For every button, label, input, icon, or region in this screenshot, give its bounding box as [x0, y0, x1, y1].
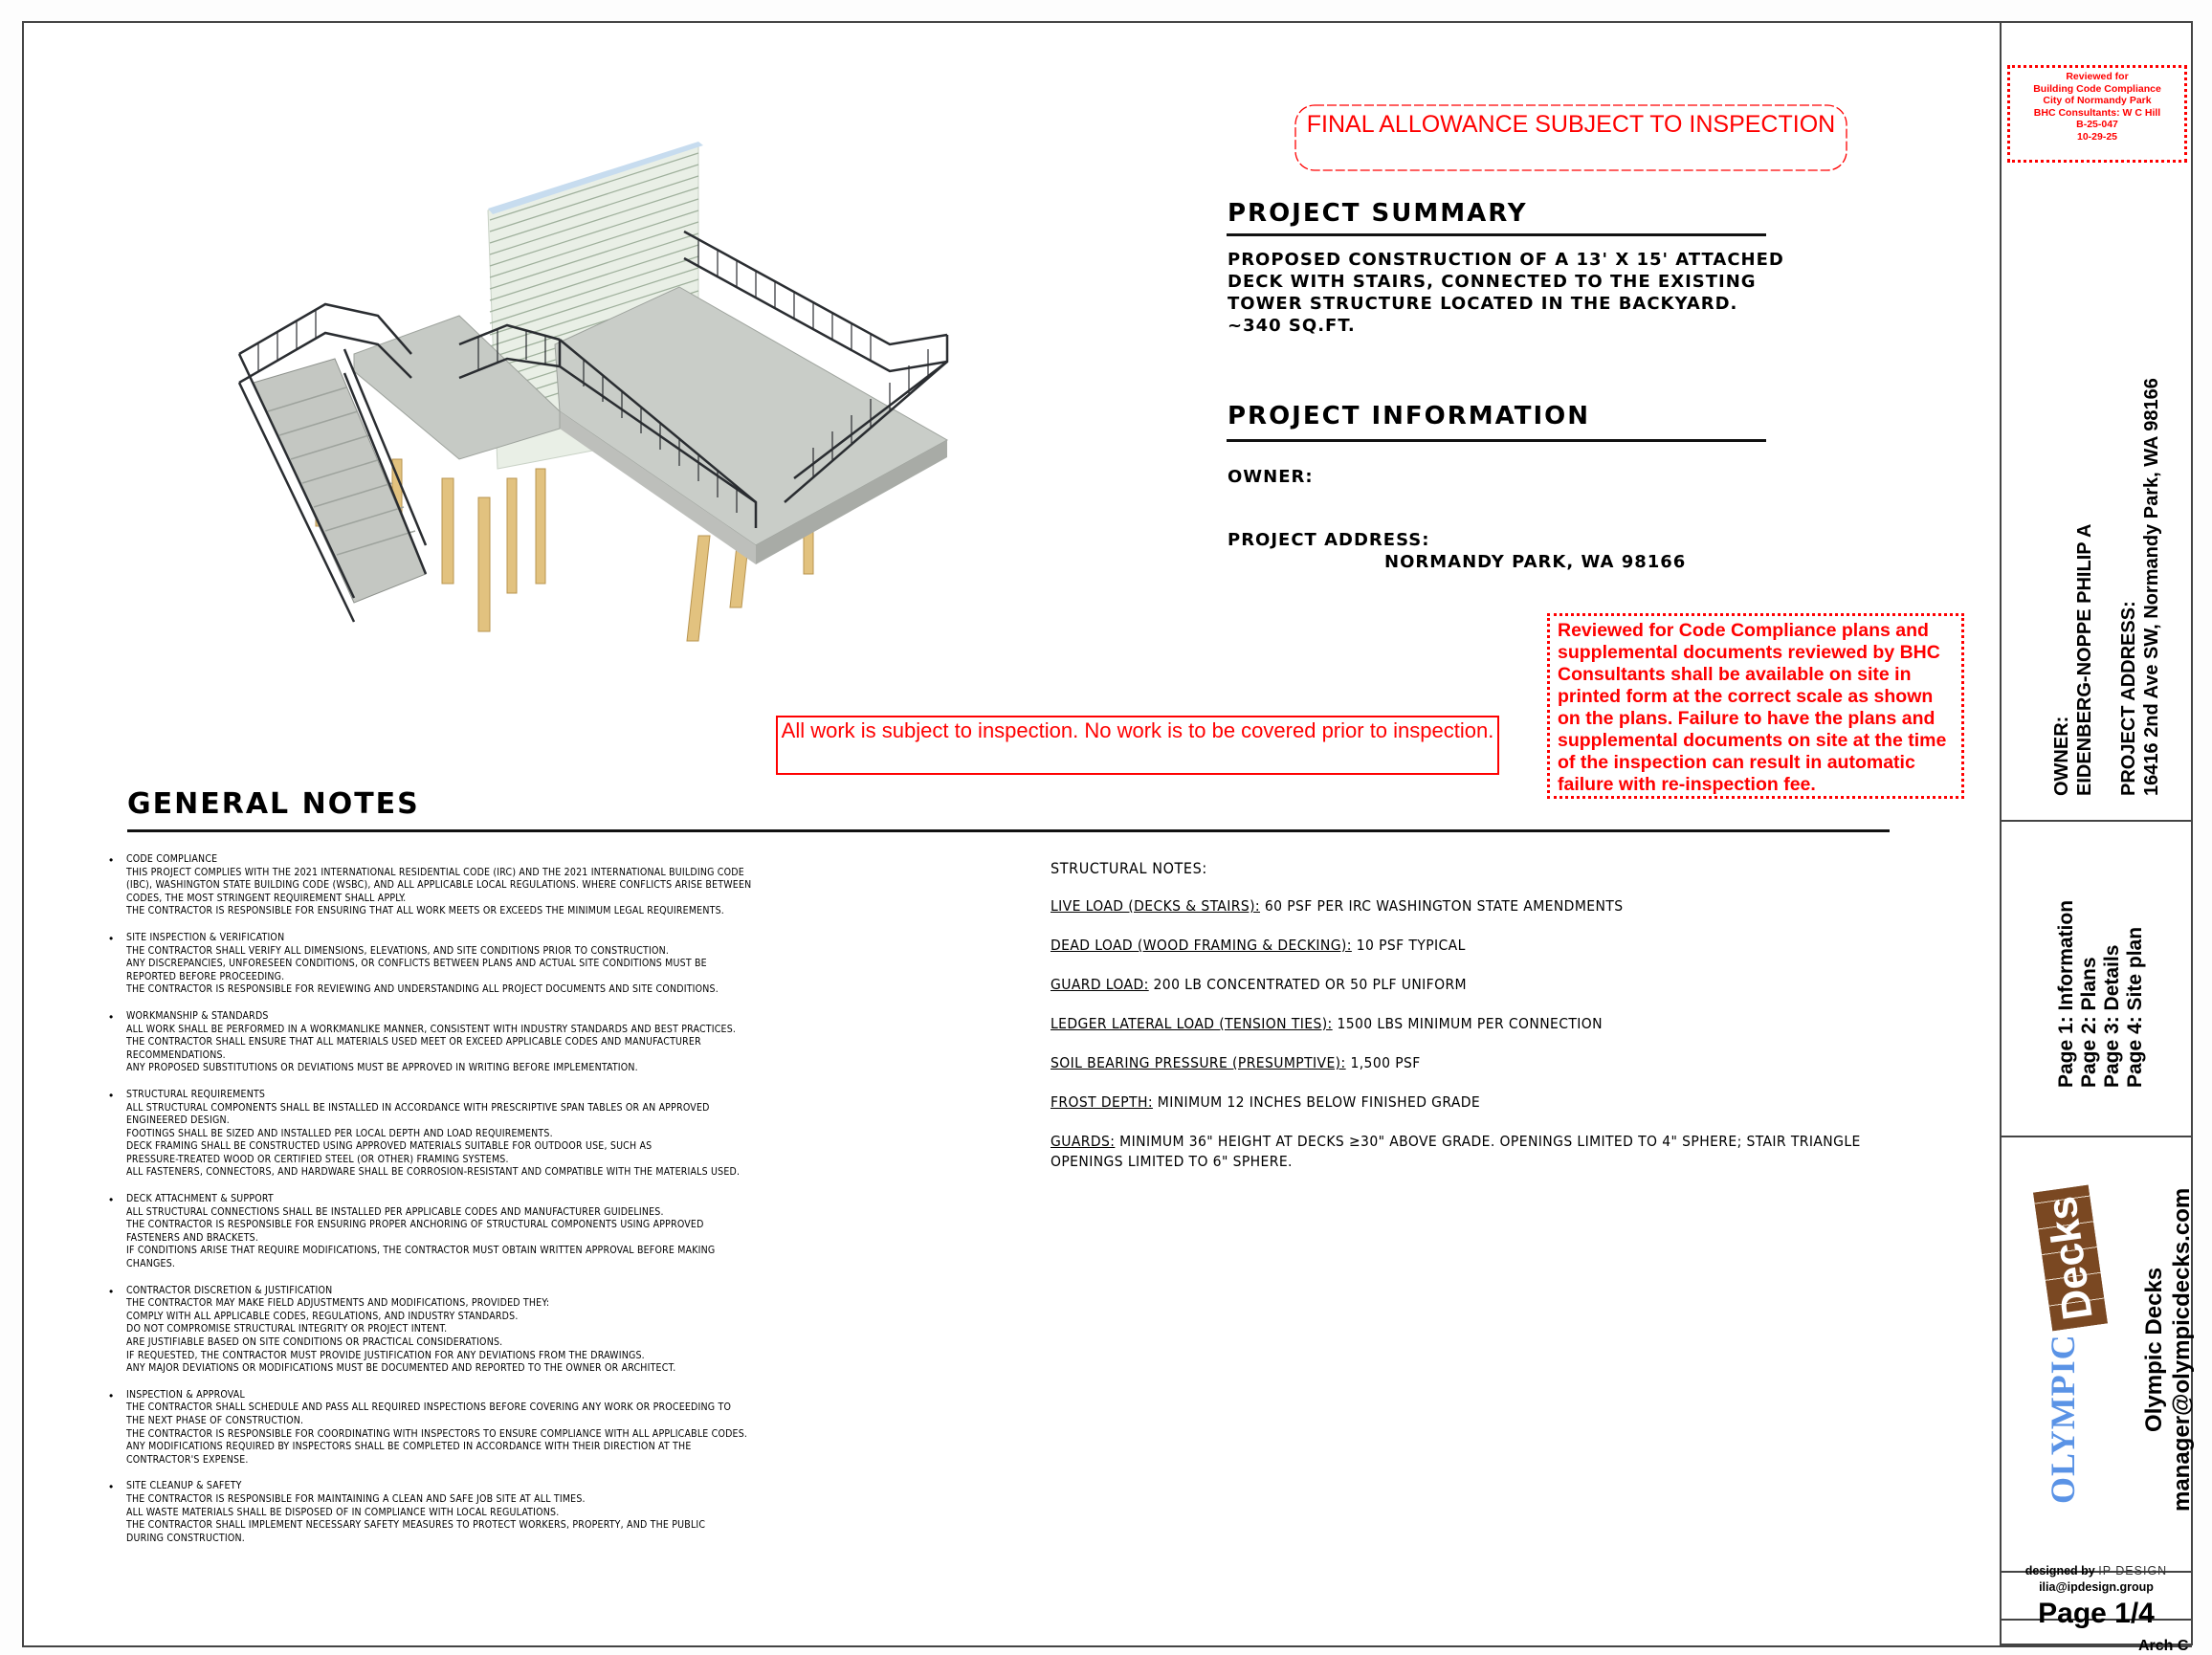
general-note-item	[107, 1480, 892, 1545]
general-note-line: RECOMMENDATIONS.	[126, 1048, 226, 1061]
general-note-line: CONTRACTOR'S EXPENSE.	[126, 1453, 249, 1466]
bullet-icon: •	[109, 931, 114, 945]
final-allowance-note: FINAL ALLOWANCE SUBJECT TO INSPECTION	[1306, 111, 1836, 138]
structural-note-value: 60 PSF PER IRC WASHINGTON STATE AMENDMENTS	[1260, 897, 1624, 915]
project-summary-body	[1228, 249, 1802, 337]
stamp-line: Reviewed for	[2066, 71, 2129, 82]
structural-note-label: SOIL BEARING PRESSURE (PRESUMPTIVE):	[1051, 1054, 1346, 1071]
structural-note-row	[1051, 975, 1912, 995]
general-note-line: IF CONDITIONS ARISE THAT REQUIRE MODIFICATIONS, THE CONTRACTOR MUST OBTAIN WRITTEN APPROVAL BEFORE MAKING	[126, 1245, 716, 1257]
general-note-item	[107, 1089, 892, 1180]
general-note-item	[107, 1285, 892, 1376]
bullet-icon: •	[109, 1284, 114, 1298]
project-summary-rule	[1227, 233, 1766, 236]
general-note-line: THE CONTRACTOR IS RESPONSIBLE FOR REVIEWING AND UNDERSTANDING ALL PROJECT DOCUMENTS AND SITE CONDITIONS.	[126, 983, 719, 996]
general-note-item	[107, 1193, 892, 1271]
structural-note-value: 1500 LBS MINIMUM PER CONNECTION	[1332, 1015, 1604, 1032]
general-note-heading: INSPECTION & APPROVAL	[126, 1388, 245, 1401]
owner-label: OWNER:	[1228, 467, 1314, 487]
general-note-line: THE CONTRACTOR MAY MAKE FIELD ADJUSTMENTS AND MODIFICATIONS, PROVIDED THEY:	[126, 1297, 550, 1310]
page-index-item: Page 3: Details	[2101, 944, 2123, 1088]
bullet-icon: •	[109, 1193, 114, 1207]
tb-owner-name: EIDENBERG-NOPPE PHILIP A	[2074, 523, 2095, 796]
project-summary-title: PROJECT SUMMARY	[1228, 199, 1528, 228]
structural-note-label: LIVE LOAD (DECKS & STAIRS):	[1051, 897, 1261, 915]
review-stamp	[2007, 65, 2187, 163]
structural-note-label: GUARD LOAD:	[1051, 976, 1149, 993]
general-note-heading: SITE CLEANUP & SAFETY	[126, 1480, 242, 1492]
structural-note-value: MINIMUM 36" HEIGHT AT DECKS ≥30" ABOVE GRADE. OPENINGS LIMITED TO 4" SPHERE; STAIR TRIANGLE OPENINGS LIMITED TO 6" SPHERE.	[1051, 1133, 1861, 1170]
general-note-line: COMPLY WITH ALL APPLICABLE CODES, REGULATIONS, AND INDUSTRY STANDARDS.	[126, 1310, 519, 1322]
bullet-icon: •	[109, 1088, 114, 1102]
general-note-line: ANY PROPOSED SUBSTITUTIONS OR DEVIATIONS MUST BE APPROVED IN WRITING BEFORE IMPLEMENTATION.	[126, 1062, 638, 1074]
structural-note-value: 1,500 PSF	[1345, 1054, 1421, 1071]
general-note-line: (IBC), WASHINGTON STATE BUILDING CODE (WSBC), AND ALL APPLICABLE LOCAL REGULATIONS. WHERE CONFLICTS ARISE BETWEEN	[126, 879, 752, 892]
project-information-rule	[1227, 439, 1766, 442]
company-name: Olympic Decks	[2141, 1267, 2167, 1432]
structural-note-value: MINIMUM 12 INCHES BELOW FINISHED GRADE	[1152, 1093, 1481, 1111]
company-email: manager@olympicdecks.com	[2169, 1187, 2195, 1512]
general-note-line: ALL WASTE MATERIALS SHALL BE DISPOSED OF IN COMPLIANCE WITH LOCAL REGULATIONS.	[126, 1506, 560, 1518]
summary-line: DECK WITH STAIRS, CONNECTED TO THE EXISTING	[1228, 272, 1757, 292]
page-index-item: Page 4: Site plan	[2124, 926, 2146, 1088]
structural-note-label: FROST DEPTH:	[1051, 1093, 1153, 1111]
general-note-line: ANY MODIFICATIONS REQUIRED BY INSPECTORS SHALL BE COMPLETED IN ACCORDANCE WITH THEIR DIRECTION AT THE	[126, 1441, 692, 1453]
structural-note-value: 10 PSF TYPICAL	[1351, 937, 1466, 954]
general-note-line: FASTENERS AND BRACKETS.	[126, 1231, 259, 1244]
general-notes-list	[107, 853, 892, 1558]
stamp-line: City of Normandy Park	[2043, 95, 2152, 106]
stamp-line: 10-29-25	[2076, 130, 2118, 143]
project-address-value: NORMANDY PARK, WA 98166	[1384, 552, 1687, 572]
general-note-line: ALL WORK SHALL BE PERFORMED IN A WORKMANLIKE MANNER, CONSISTENT WITH INDUSTRY STANDARDS AND BEST PRACTICES.	[126, 1023, 737, 1035]
general-note-line: IF REQUESTED, THE CONTRACTOR MUST PROVIDE JUSTIFICATION FOR ANY DEVIATIONS FROM THE DRAWINGS.	[126, 1349, 645, 1361]
general-note-line: ALL STRUCTURAL COMPONENTS SHALL BE INSTALLED IN ACCORDANCE WITH PRESCRIPTIVE SPAN TABLES OR AN APPROVED	[126, 1101, 710, 1114]
bullet-icon: •	[109, 1480, 114, 1494]
tb-address-block	[2117, 378, 2163, 796]
general-note-line: CHANGES.	[126, 1258, 176, 1270]
ip-design-logo: IP DESIGN	[2098, 1564, 2168, 1578]
structural-note-row	[1051, 1092, 1912, 1113]
general-note-line: THIS PROJECT COMPLIES WITH THE 2021 INTERNATIONAL RESIDENTIAL CODE (IRC) AND THE 2021 INTERNATIONAL BUILDING CODE	[126, 866, 744, 878]
general-note-line: THE NEXT PHASE OF CONSTRUCTION.	[126, 1414, 304, 1426]
tb-page-index	[2055, 900, 2147, 1088]
general-note-heading: STRUCTURAL REQUIREMENTS	[126, 1088, 266, 1100]
structural-note-label: GUARDS:	[1051, 1133, 1116, 1150]
general-note-heading: CONTRACTOR DISCRETION & JUSTIFICATION	[126, 1284, 333, 1296]
bullet-icon: •	[109, 853, 114, 867]
general-note-line: THE CONTRACTOR IS RESPONSIBLE FOR MAINTAINING A CLEAN AND SAFE JOB SITE AT ALL TIMES.	[126, 1492, 586, 1505]
stamp-line: B-25-047	[2076, 119, 2118, 130]
summary-line: ~340 SQ.FT.	[1228, 316, 1356, 336]
structural-note-row	[1051, 1053, 1912, 1073]
project-address-label: PROJECT ADDRESS:	[1228, 530, 1430, 550]
general-note-item	[107, 932, 892, 997]
tb-owner-label: OWNER:	[2051, 716, 2072, 796]
general-note-line: ALL STRUCTURAL CONNECTIONS SHALL BE INSTALLED PER APPLICABLE CODES AND MANUFACTURER GUIDELINES.	[126, 1205, 664, 1218]
inspection-note-box: All work is subject to inspection. No work is to be covered prior to inspection.	[776, 716, 1499, 775]
bullet-icon: •	[109, 1009, 114, 1024]
general-note-line: THE CONTRACTOR SHALL SCHEDULE AND PASS ALL REQUIRED INSPECTIONS BEFORE COVERING ANY WORK OR PROCEEDING TO	[126, 1401, 732, 1414]
general-note-line: ENGINEERED DESIGN.	[126, 1114, 230, 1127]
general-note-line: DECK FRAMING SHALL BE CONSTRUCTED USING APPROVED MATERIALS SUITABLE FOR OUTDOOR USE, SUCH AS	[126, 1140, 653, 1153]
general-note-line: CODES, THE MOST STRINGENT REQUIREMENT SHALL APPLY.	[126, 892, 407, 904]
general-note-item	[107, 1389, 892, 1467]
designer-email: ilia@ipdesign.group	[2039, 1580, 2154, 1594]
structural-notes	[1051, 859, 1912, 1191]
general-note-line: THE CONTRACTOR SHALL IMPLEMENT NECESSARY SAFETY MEASURES TO PROTECT WORKERS, PROPERTY, AND THE PUBLIC	[126, 1519, 706, 1532]
general-notes-rule	[127, 829, 1890, 832]
structural-note-label: DEAD LOAD (WOOD FRAMING & DECKING):	[1051, 937, 1352, 954]
structural-note-row	[1051, 936, 1912, 956]
general-note-heading: SITE INSPECTION & VERIFICATION	[126, 931, 285, 943]
tb-address-label: PROJECT ADDRESS:	[2118, 601, 2139, 796]
general-note-heading: CODE COMPLIANCE	[126, 853, 218, 865]
structural-note-row	[1051, 1132, 1912, 1172]
stamp-line: Building Code Compliance	[2033, 82, 2161, 95]
structural-note-label: LEDGER LATERAL LOAD (TENSION TIES):	[1051, 1015, 1333, 1032]
tb-address-value: 16416 2nd Ave SW, Normandy Park, WA 98166	[2141, 378, 2162, 796]
structural-notes-title: STRUCTURAL NOTES:	[1051, 859, 1207, 877]
general-note-line: PRESSURE-TREATED WOOD OR CERTIFIED STEEL (OR OTHER) FRAMING SYSTEMS.	[126, 1153, 509, 1165]
general-note-heading: WORKMANSHIP & STANDARDS	[126, 1009, 269, 1022]
general-note-line: FOOTINGS SHALL BE SIZED AND INSTALLED PER LOCAL DEPTH AND LOAD REQUIREMENTS.	[126, 1127, 553, 1139]
general-notes-title: GENERAL NOTES	[127, 787, 420, 821]
deck-3d-render	[220, 124, 976, 651]
general-note-item	[107, 1010, 892, 1075]
general-note-line: THE CONTRACTOR SHALL VERIFY ALL DIMENSIONS, ELEVATIONS, AND SITE CONDITIONS PRIOR TO CONSTRUCTION.	[126, 944, 670, 957]
summary-line: TOWER STRUCTURE LOCATED IN THE BACKYARD.	[1228, 294, 1738, 314]
stamp-line: BHC Consultants: W C Hill	[2033, 106, 2161, 119]
structural-note-row	[1051, 896, 1912, 916]
general-note-line: DO NOT COMPROMISE STRUCTURAL INTEGRITY OR PROJECT INTENT.	[126, 1323, 448, 1335]
review-notice-box: Reviewed for Code Compliance plans and supplemental documents reviewed by BHC Consultants shall be available on site in printed form at the correct scale as shown on the plans. Failure to have the plans and supplemental documents on site at the time of the inspection can result in automatic failure with re-inspection fee.	[1547, 613, 1964, 799]
general-note-line: ANY MAJOR DEVIATIONS OR MODIFICATIONS MUST BE DOCUMENTED AND REPORTED TO THE OWNER OR ARCHITECT.	[126, 1362, 676, 1375]
page-number: Page 1/4	[2038, 1598, 2155, 1629]
logo-olympic-word: OLYMPIC	[2044, 1334, 2083, 1504]
sheet-size: Arch C	[2138, 1638, 2189, 1654]
page-index-item: Page 2: Plans	[2078, 957, 2100, 1088]
general-note-line: REPORTED BEFORE PROCEEDING.	[126, 970, 285, 982]
general-note-line: ANY DISCREPANCIES, UNFORESEEN CONDITIONS, OR CONFLICTS BETWEEN PLANS AND ACTUAL SITE CONDITIONS MUST BE	[126, 958, 707, 970]
general-note-line: ARE JUSTIFIABLE BASED ON SITE CONDITIONS OR PRACTICAL CONSIDERATIONS.	[126, 1336, 503, 1348]
project-information-title: PROJECT INFORMATION	[1228, 402, 1591, 430]
structural-note-value: 200 LB CONCENTRATED OR 50 PLF UNIFORM	[1148, 976, 1467, 993]
logo-decks-word: Decks	[2033, 1185, 2108, 1331]
olympic-decks-logo	[2038, 1188, 2102, 1504]
general-note-line: THE CONTRACTOR IS RESPONSIBLE FOR ENSURING PROPER ANCHORING OF STRUCTURAL COMPONENTS USING APPROVED	[126, 1219, 704, 1231]
designed-by-label: designed by	[2024, 1564, 2095, 1578]
general-note-line: DURING CONSTRUCTION.	[126, 1532, 245, 1544]
general-note-item	[107, 853, 892, 918]
general-note-line: ALL FASTENERS, CONNECTORS, AND HARDWARE SHALL BE CORROSION-RESISTANT AND COMPATIBLE WITH THE MATERIALS USED.	[126, 1166, 741, 1179]
summary-line: PROPOSED CONSTRUCTION OF A 13' X 15' ATTACHED	[1228, 250, 1784, 270]
general-note-line: THE CONTRACTOR IS RESPONSIBLE FOR ENSURING THAT ALL WORK MEETS OR EXCEEDS THE MINIMUM LEGAL REQUIREMENTS.	[126, 905, 724, 917]
general-note-line: THE CONTRACTOR SHALL ENSURE THAT ALL MATERIALS USED MEET OR EXCEED APPLICABLE CODES AND MANUFACTURER	[126, 1036, 701, 1048]
page-index-item: Page 1: Information	[2055, 899, 2077, 1088]
tb-company-block	[2140, 1188, 2196, 1512]
bullet-icon: •	[109, 1388, 114, 1402]
general-note-heading: DECK ATTACHMENT & SUPPORT	[126, 1193, 274, 1205]
structural-note-row	[1051, 1014, 1912, 1034]
designer-credit	[2000, 1563, 2193, 1596]
general-note-line: THE CONTRACTOR IS RESPONSIBLE FOR COORDINATING WITH INSPECTORS TO ENSURE COMPLIANCE WITH ALL APPLICABLE CODES.	[126, 1427, 748, 1440]
tb-owner-block	[2050, 524, 2096, 797]
